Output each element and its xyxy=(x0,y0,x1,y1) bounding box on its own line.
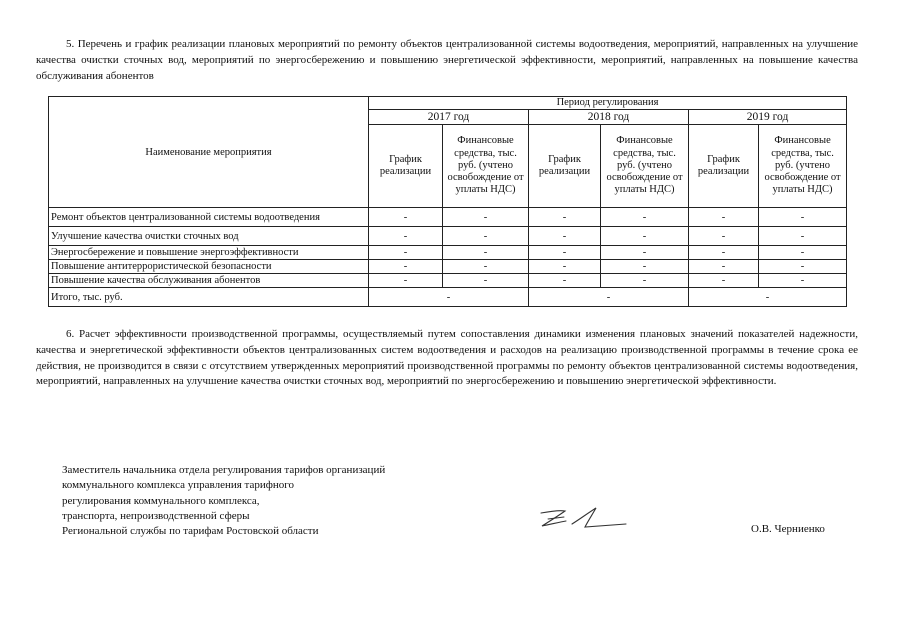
section-5-text: 5. Перечень и график реализации плановых мероприятий по ремонту объектов централизованной системы водоотведения, мероприятий, направленных на улучшение качества очистки сточных вод, мероприятий по энергосбережению и повышению энергетической эффективности, мероприятий, направленных на повышение качества обслуживания абонентов xyxy=(36,38,858,82)
table-cell: - xyxy=(529,208,601,227)
table-cell: - xyxy=(443,246,529,260)
table-cell: - xyxy=(689,274,759,288)
table-row xyxy=(49,227,847,246)
table-cell: - xyxy=(689,246,759,260)
table-row-total xyxy=(49,288,847,307)
table-cell: - xyxy=(759,227,847,246)
signer-name: О.В. Черниенко xyxy=(751,523,825,535)
table-cell: - xyxy=(369,260,443,274)
table-cell: - xyxy=(369,246,443,260)
section-6-text: 6. Расчет эффективности производственной программы, осуществляемый путем сопоставления динамики изменения плановых значений показателей надежности, качества и энергетической эффективности объектов централизованных систем водоотведения и расходов на реализацию производственной программы в течение срока ее действия, не производится в связи с отсутствием утвержденных мероприятий производственной программы по ремонту объектов централизованной системы водоотведения, мероприятий, направленных на улучшение качества очистки сточных вод, мероприятий по энергосбережению и повышению энергетической эффективности. xyxy=(36,328,858,388)
total-label: Итого, тыс. руб. xyxy=(49,288,369,307)
table-cell: - xyxy=(443,274,529,288)
table-cell: - xyxy=(601,260,689,274)
total-cell-2019: - xyxy=(689,288,847,307)
table-cell: - xyxy=(529,260,601,274)
table-cell: - xyxy=(759,260,847,274)
row-name: Ремонт объектов централизованной системы водоотведения xyxy=(49,208,369,227)
table-cell: - xyxy=(689,260,759,274)
signatory-title-line: транспорта, непроизводственной сферы xyxy=(62,509,250,522)
signatory-title xyxy=(62,463,385,539)
total-cell-2018: - xyxy=(529,288,689,307)
table-cell: - xyxy=(601,246,689,260)
plan-table xyxy=(48,96,847,307)
column-header-name: Наименование мероприятия xyxy=(49,97,369,208)
table-cell: - xyxy=(601,274,689,288)
subheader-schedule-2017: График реализации xyxy=(369,125,443,208)
year-header-2018: 2018 год xyxy=(529,110,689,125)
signatory-title-line: Заместитель начальника отдела регулирования тарифов организаций xyxy=(62,464,386,476)
subheader-finance-2017: Финансовые средства, тыс. руб. (учтено освобождение от уплаты НДС) xyxy=(443,125,529,208)
row-name: Повышение антитеррористической безопасности xyxy=(49,260,369,274)
table-cell: - xyxy=(601,208,689,227)
header-row-period xyxy=(49,97,847,110)
signatory-title-line: коммунального комплекса управления тарифного xyxy=(62,479,294,492)
table-row xyxy=(49,208,847,227)
table-cell: - xyxy=(601,227,689,246)
table-row xyxy=(49,260,847,274)
signatory-title-line: регулирования коммунального комплекса, xyxy=(62,494,260,507)
table-cell: - xyxy=(689,227,759,246)
table-cell: - xyxy=(443,227,529,246)
subheader-schedule-2019: График реализации xyxy=(689,125,759,208)
table-cell: - xyxy=(759,246,847,260)
table-cell: - xyxy=(529,274,601,288)
table-cell: - xyxy=(529,227,601,246)
column-header-period: Период регулирования xyxy=(369,97,847,110)
table-cell: - xyxy=(369,274,443,288)
subheader-schedule-2018: График реализации xyxy=(529,125,601,208)
total-cell-2017: - xyxy=(369,288,529,307)
row-name: Энергосбережение и повышение энергоэффективности xyxy=(49,246,369,260)
table-cell: - xyxy=(443,208,529,227)
table-cell: - xyxy=(759,274,847,288)
subheader-finance-2018: Финансовые средства, тыс. руб. (учтено освобождение от уплаты НДС) xyxy=(601,125,689,208)
row-name: Улучшение качества очистки сточных вод xyxy=(49,227,369,246)
table-cell: - xyxy=(759,208,847,227)
signatory-title-line: Региональной службы по тарифам Ростовской области xyxy=(62,525,319,538)
table-row xyxy=(49,246,847,260)
table-row xyxy=(49,274,847,288)
table-cell: - xyxy=(689,208,759,227)
subheader-finance-2019: Финансовые средства, тыс. руб. (учтено освобождение от уплаты НДС) xyxy=(759,125,847,208)
table-cell: - xyxy=(529,246,601,260)
handwritten-signature xyxy=(538,505,630,531)
year-header-2019: 2019 год xyxy=(689,110,847,125)
table-cell: - xyxy=(369,208,443,227)
row-name: Повышение качества обслуживания абонентов xyxy=(49,274,369,288)
table-cell: - xyxy=(369,227,443,246)
year-header-2017: 2017 год xyxy=(369,110,529,125)
table-cell: - xyxy=(443,260,529,274)
